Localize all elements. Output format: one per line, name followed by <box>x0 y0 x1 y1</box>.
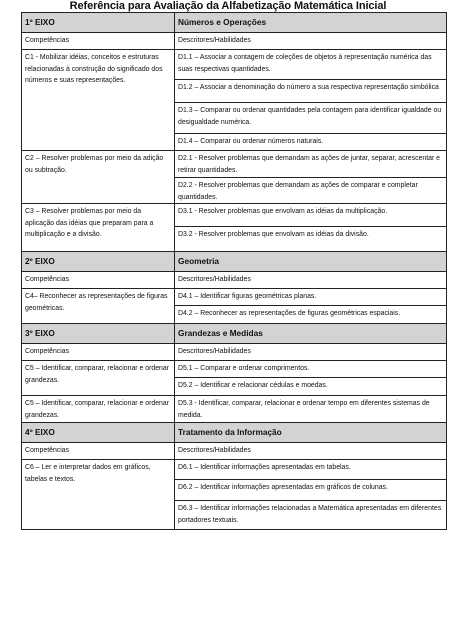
descritores-header: Descritores/Habilidades <box>175 443 447 460</box>
table-row <box>22 50 447 80</box>
competencia-cell: C1 - Mobilizar idéias, conceitos e estruturas relacionadas à construção do significado dos números e suas representações. <box>22 50 175 151</box>
eixo-header-row <box>22 423 447 443</box>
table-row <box>22 151 447 178</box>
eixo-label: 1º EIXO <box>22 13 175 33</box>
competencia-cell: C2 – Resolver problemas por meio da adição ou subtração. <box>22 151 175 204</box>
descritor-cell: D3.1 - Resolver problemas que envolvam as idéias da multiplicação. <box>175 204 447 227</box>
competencias-header: Competências <box>22 33 175 50</box>
column-header-row <box>22 443 447 460</box>
descritor-cell: D5.3 - Identificar, comparar, relacionar e ordenar tempo em diferentes sistemas de medida. <box>175 396 447 423</box>
descritor-cell: D2.1 - Resolver problemas que demandam as ações de juntar, separar, acrescentar e retirar quantidades. <box>175 151 447 178</box>
reference-table-body <box>22 13 447 530</box>
column-header-row <box>22 33 447 50</box>
competencia-cell: C5 – Identificar, comparar, relacionar e ordenar grandezas. <box>22 396 175 423</box>
descritor-cell: D5.2 – Identificar e relacionar cédulas e moedas. <box>175 378 447 396</box>
competencias-header: Competências <box>22 344 175 361</box>
competencias-header: Competências <box>22 443 175 460</box>
table-row <box>22 460 447 480</box>
descritor-cell: D4.1 – Identificar figuras geométricas planas. <box>175 289 447 306</box>
descritores-header: Descritores/Habilidades <box>175 272 447 289</box>
descritor-cell: D1.2 – Associar a denominação do número a sua respectiva representação simbólica <box>175 80 447 103</box>
descritor-cell: D1.3 – Comparar ou ordenar quantidades pela contagem para identificar igualdade ou desigualdade numérica. <box>175 103 447 134</box>
competencia-cell: C4– Reconhecer as representações de figuras geométricas. <box>22 289 175 324</box>
column-header-row <box>22 272 447 289</box>
table-row <box>22 204 447 227</box>
eixo-header-row <box>22 252 447 272</box>
eixo-header-row <box>22 324 447 344</box>
descritor-cell: D3.2 - Resolver problemas que envolvam as idéias da divisão. <box>175 227 447 252</box>
eixo-name: Tratamento da Informação <box>175 423 447 443</box>
descritores-header: Descritores/Habilidades <box>175 33 447 50</box>
eixo-label: 2º EIXO <box>22 252 175 272</box>
descritores-header: Descritores/Habilidades <box>175 344 447 361</box>
table-row <box>22 361 447 378</box>
descritor-cell: D4.2 – Reconhecer as representações de figuras geométricas espaciais. <box>175 306 447 324</box>
descritor-cell: D6.3 – Identificar informações relacionadas a Matemática apresentadas em diferentes portadores textuais. <box>175 501 447 530</box>
eixo-name: Grandezas e Medidas <box>175 324 447 344</box>
eixo-name: Geometria <box>175 252 447 272</box>
eixo-label: 3º EIXO <box>22 324 175 344</box>
descritor-cell: D1.4 – Comparar ou ordenar números naturais. <box>175 134 447 151</box>
descritor-cell: D2.2 - Resolver problemas que demandam as ações de comparar e completar quantidades. <box>175 178 447 204</box>
eixo-label: 4º EIXO <box>22 423 175 443</box>
descritor-cell: D1.1 – Associar a contagem de coleções de objetos à representação numérica das suas respectivas quantidades. <box>175 50 447 80</box>
document-title: Referência para Avaliação da Alfabetização Matemática Inicial <box>69 0 387 12</box>
competencia-cell: C6 – Ler e interpretar dados em gráficos, tabelas e textos. <box>22 460 175 530</box>
competencia-cell: C3 – Resolver problemas por meio da aplicação das idéias que preparam para a multiplicação e a divisão. <box>22 204 175 252</box>
competencia-cell: C5 – Identificar, comparar, relacionar e ordenar grandezas. <box>22 361 175 396</box>
table-row <box>22 289 447 306</box>
eixo-name: Números e Operações <box>175 13 447 33</box>
descritor-cell: D6.2 – Identificar informações apresentadas em gráficos de colunas. <box>175 480 447 501</box>
eixo-header-row <box>22 13 447 33</box>
column-header-row <box>22 344 447 361</box>
descritor-cell: D5.1 – Comparar e ordenar comprimentos. <box>175 361 447 378</box>
competencias-header: Competências <box>22 272 175 289</box>
descritor-cell: D6.1 – Identificar informações apresentadas em tabelas. <box>175 460 447 480</box>
table-row <box>22 396 447 423</box>
reference-table <box>21 12 447 530</box>
